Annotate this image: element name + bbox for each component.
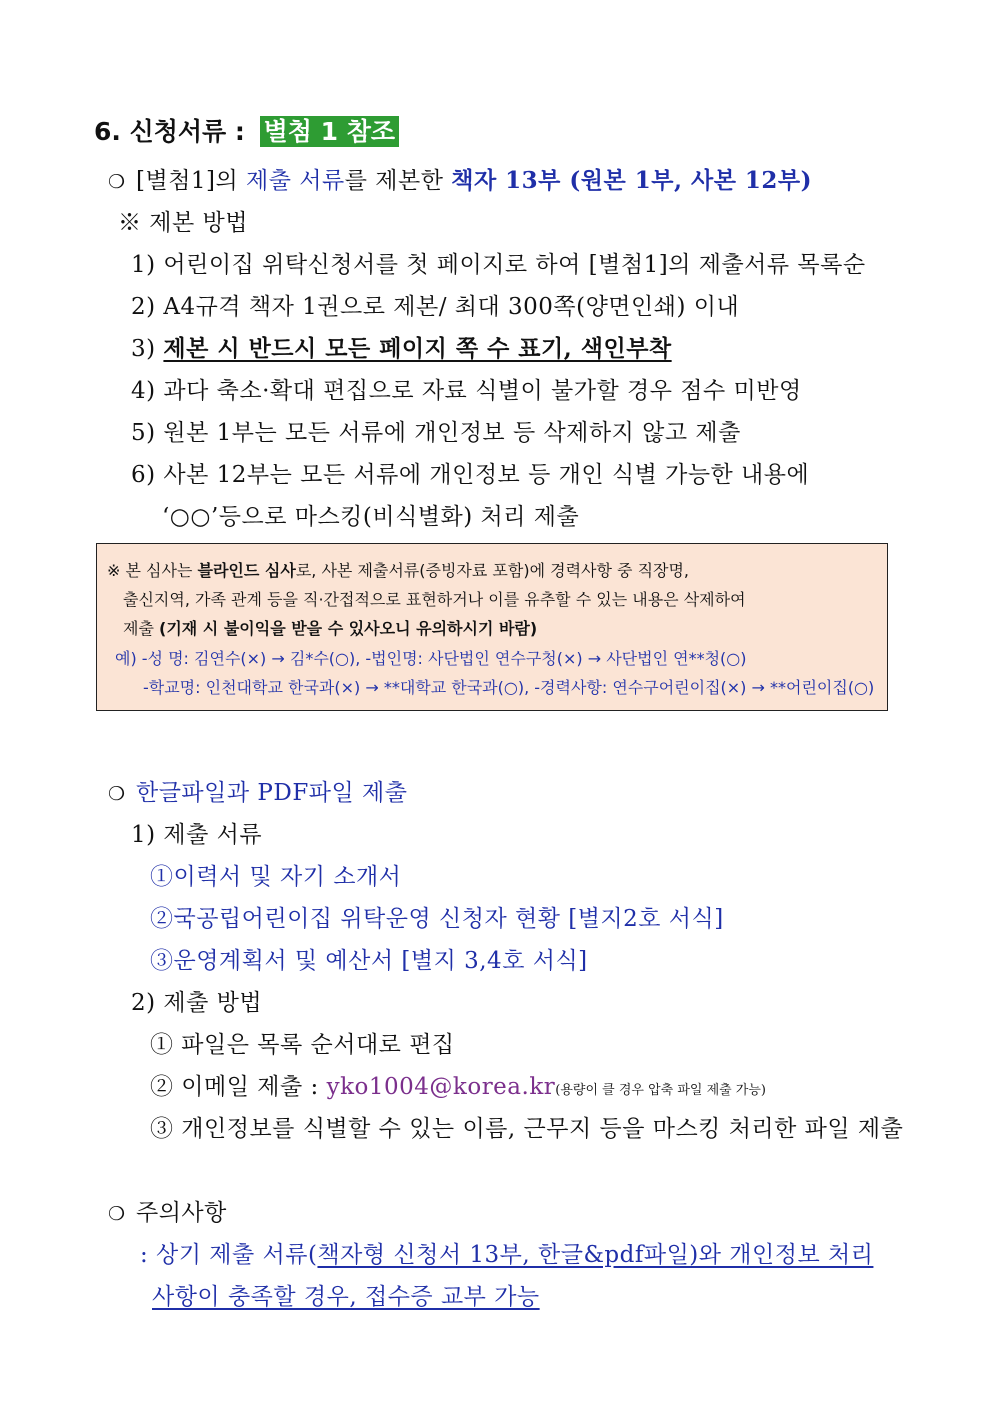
bullet-icon: ❍: [108, 783, 126, 805]
caution-line-1-b: 책자형 신청서 13부, 한글&pdf파일)와 개인정보 처리: [317, 1242, 874, 1268]
heading-tag: 별첨 1 참조: [260, 116, 399, 147]
caution-line-1: [140, 1236, 873, 1269]
section2-title: [108, 774, 407, 807]
submission-docs-title: 1) 제출 서류: [131, 822, 263, 848]
section2-title-text: 한글파일과 PDF파일 제출: [136, 780, 408, 806]
notice-example-2: -학교명: 인천대학교 한국과(×) → **대학교 한국과(○), -경력사항: 연수구어린이집(×) → **어린이집(○): [143, 678, 875, 697]
bullet-icon: ❍: [108, 171, 126, 193]
section3-title: [108, 1194, 227, 1227]
doc-item-1: ①이력서 및 자기 소개서: [150, 864, 402, 890]
doc-item-2: ②국공립어린이집 위탁운영 신청자 현황 [별지2호 서식]: [150, 906, 724, 932]
lead-text-d: 책자 13부 (원본 1부, 사본 12부): [451, 167, 813, 194]
method-item-2: [150, 1068, 766, 1101]
binding-method-title: ※ 제본 방법: [118, 210, 248, 236]
section1-lead: [108, 162, 812, 195]
binding-item-6: 6) 사본 12부는 모든 서류에 개인정보 등 개인 식별 가능한 내용에: [131, 462, 810, 488]
binding-item-4: 4) 과다 축소·확대 편집으로 자료 식별이 불가할 경우 점수 미반영: [131, 378, 802, 404]
email-link[interactable]: yko1004@korea.kr: [326, 1074, 556, 1100]
section3-title-text: 주의사항: [136, 1200, 227, 1226]
doc-item-3: ③운영계획서 및 예산서 [별지 3,4호 서식]: [150, 948, 588, 974]
notice-line-2: 출신지역, 가족 관계 등을 직·간접적으로 표현하거나 이를 유추할 수 있는 내용은 삭제하여: [123, 590, 746, 609]
binding-item-5: 5) 원본 1부는 모든 서류에 개인정보 등 삭제하지 않고 제출: [131, 420, 741, 446]
notice-line-3: [123, 616, 537, 639]
notice-line-1-a: ※ 본 심사는: [107, 561, 198, 580]
notice-line-1: [107, 558, 689, 581]
lead-text-c: 를 제본한: [344, 168, 452, 194]
binding-item-3-emphasis: 제본 시 반드시 모든 페이지 쪽 수 표기, 색인부착: [163, 335, 672, 362]
heading-title: 6. 신청서류 :: [94, 117, 254, 146]
bullet-icon: ❍: [108, 1203, 126, 1225]
binding-item-6-cont: ‘○○’등으로 마스킹(비식별화) 처리 제출: [162, 504, 580, 530]
lead-text-a: [별첨1]의: [136, 168, 247, 194]
notice-line-3-a: 제출: [123, 619, 159, 638]
method-item-1: ① 파일은 목록 순서대로 편집: [150, 1032, 455, 1058]
notice-example-1: 예) -성 명: 김연수(×) → 김*수(○), -법인명: 사단법인 연수구청(×) → 사단법인 연**청(○): [115, 649, 747, 668]
submission-method-title: 2) 제출 방법: [131, 990, 263, 1016]
method-item-3: ③ 개인정보를 식별할 수 있는 이름, 근무지 등을 마스킹 처리한 파일 제출: [150, 1116, 904, 1142]
notice-line-3-b: (기재 시 불이익을 받을 수 있사오니 유의하시기 바람): [159, 619, 538, 638]
caution-line-2: 사항이 충족할 경우, 접수증 교부 가능: [152, 1284, 540, 1310]
method-item-2-label: ② 이메일 제출 :: [150, 1074, 327, 1100]
notice-line-1-c: 로, 사본 제출서류(증빙자료 포함)에 경력사항 중 직장명,: [295, 561, 690, 580]
caution-line-1-a: : 상기 제출 서류(: [140, 1242, 318, 1268]
section-heading: [94, 112, 399, 148]
email-note: (용량이 클 경우 압축 파일 제출 가능): [555, 1083, 766, 1098]
notice-line-1-b: 블라인드 심사: [197, 561, 296, 580]
lead-text-b: 제출 서류: [246, 168, 345, 194]
binding-item-1: 1) 어린이집 위탁신청서를 첫 페이지로 하여 [별첨1]의 제출서류 목록순: [131, 252, 866, 278]
binding-item-3: [131, 330, 672, 363]
binding-item-2: 2) A4규격 책자 1권으로 제본/ 최대 300쪽(양면인쇄) 이내: [131, 294, 740, 320]
blind-review-notice: [96, 543, 888, 711]
binding-item-3-num: 3): [131, 336, 164, 362]
